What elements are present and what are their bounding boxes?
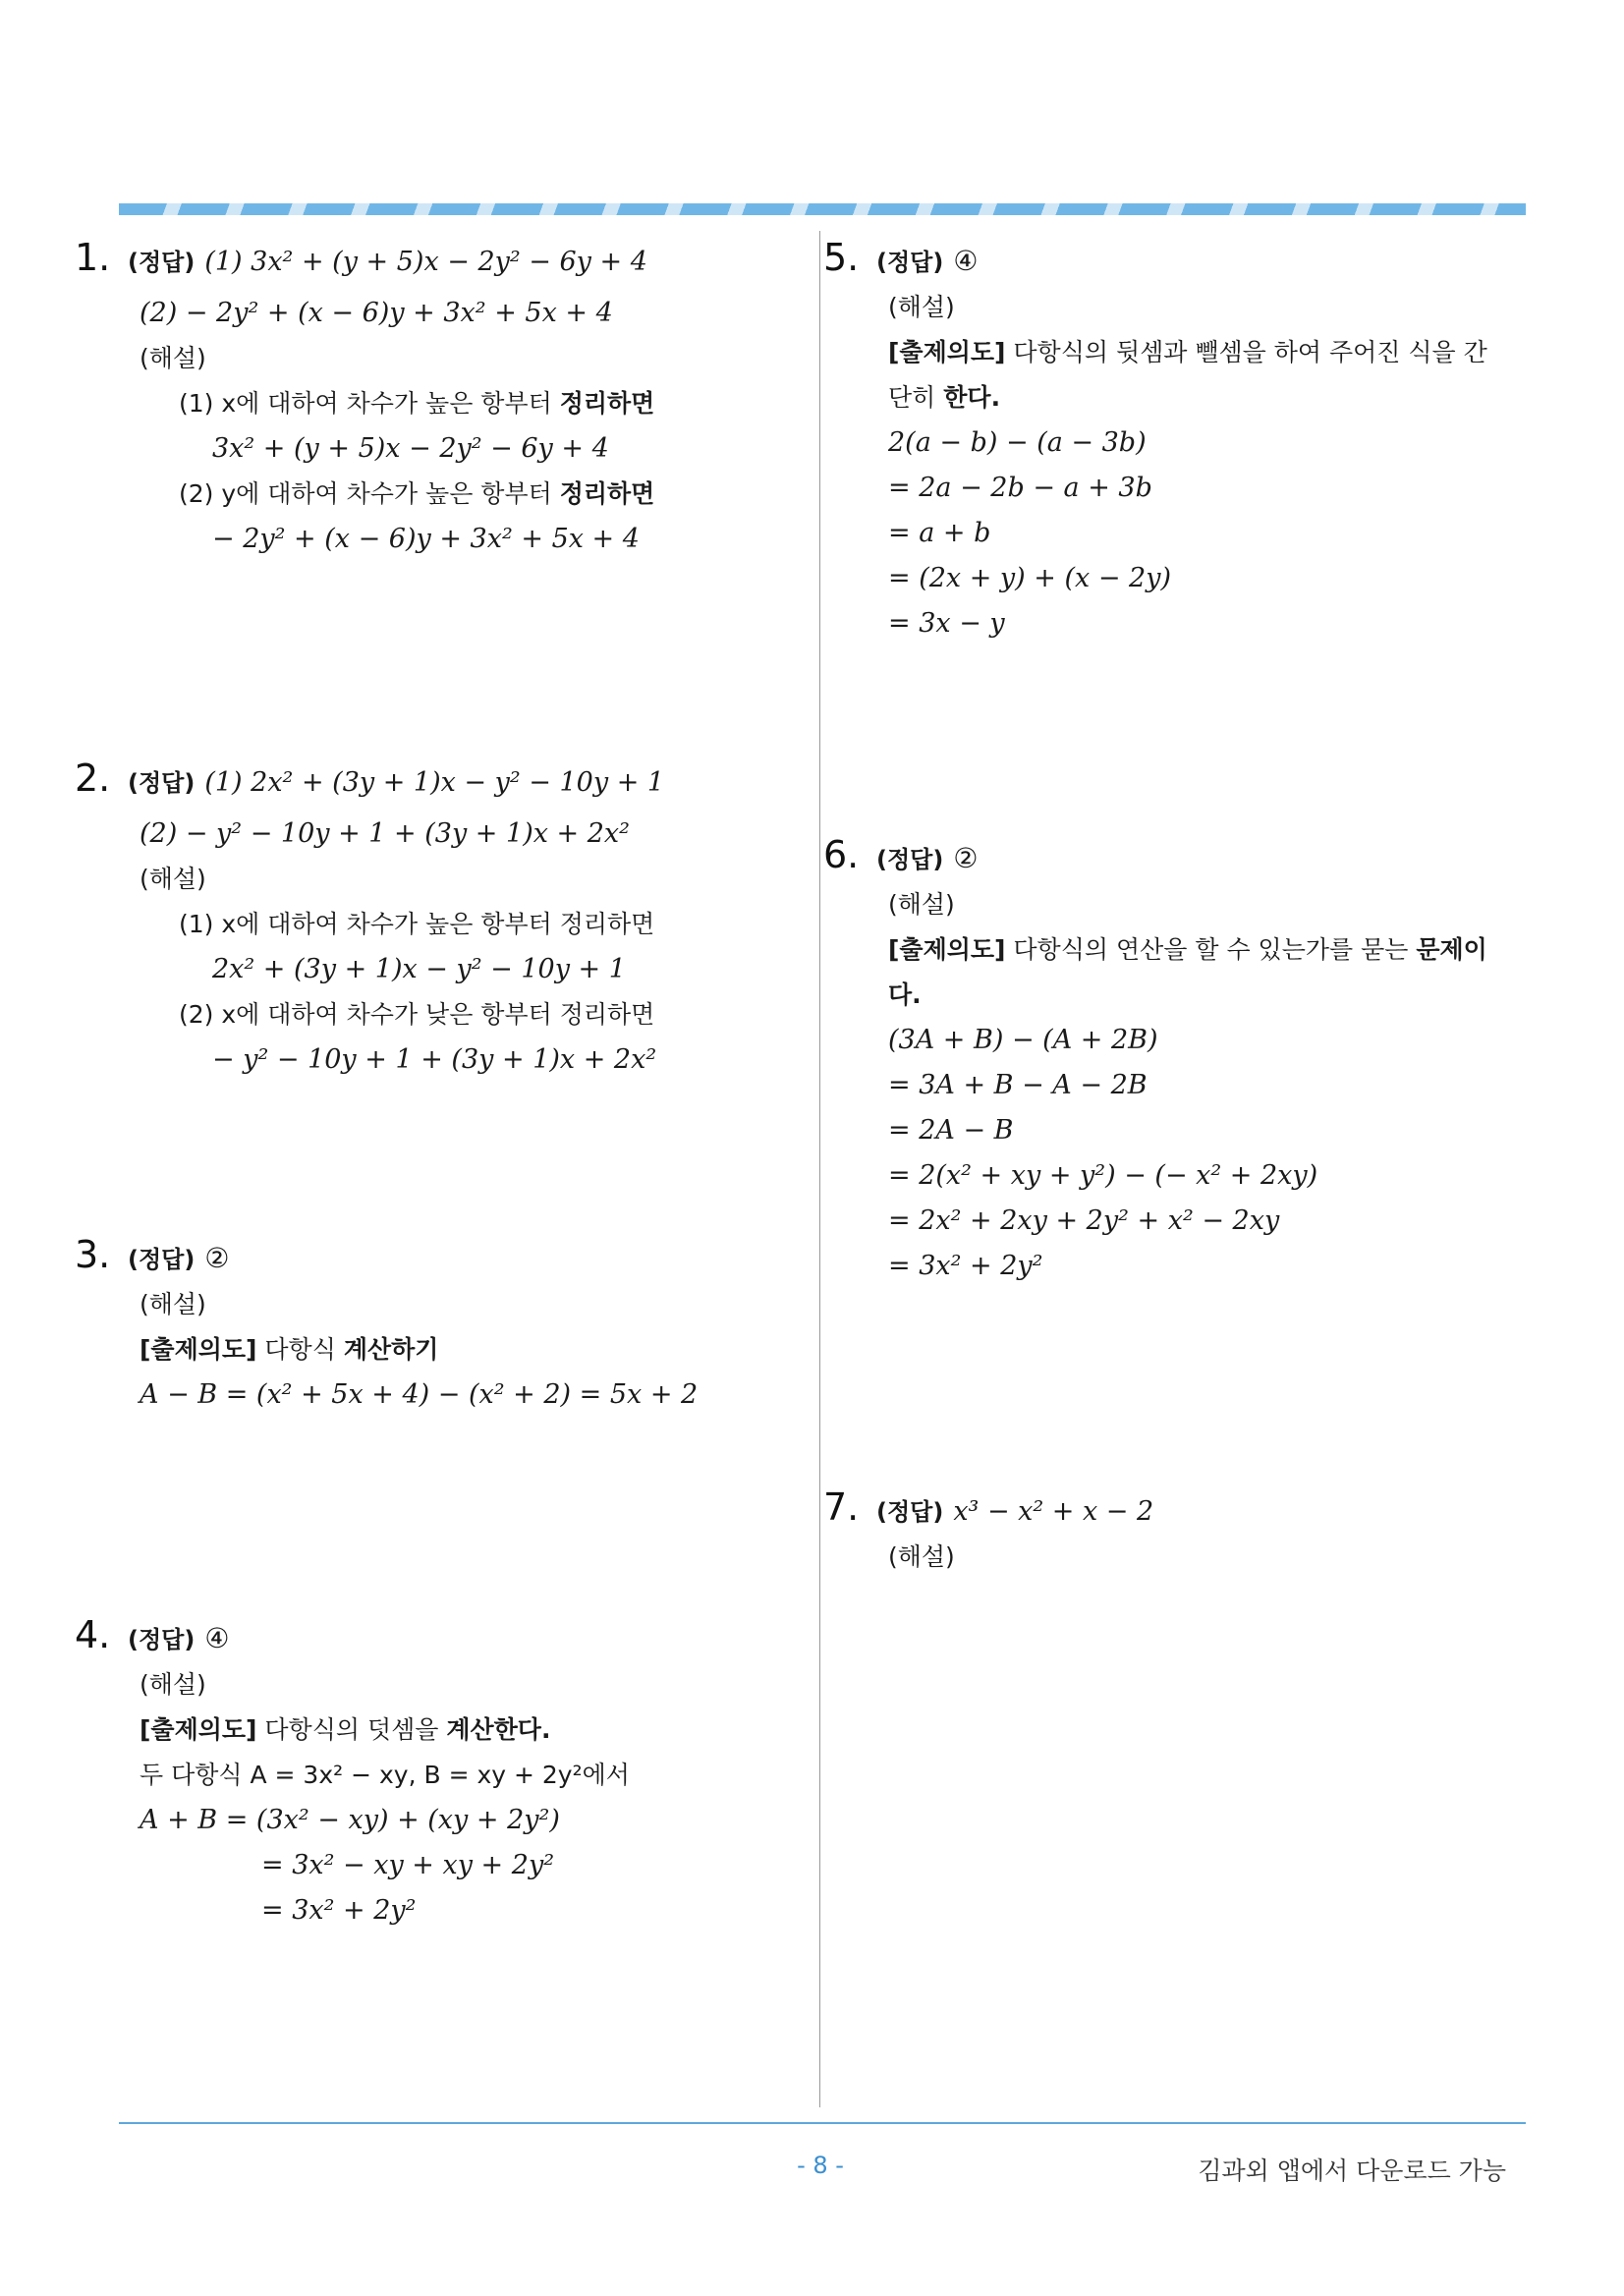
math-line: A − B = (x² + 5x + 4) − (x² + 2) = 5x + 2 (140, 1379, 699, 1410)
intent-line (75, 1327, 762, 1372)
intent-text: 다항식의 덧셈을 (264, 1715, 439, 1744)
explanation-line (75, 381, 762, 426)
math-line: = 2x² + 2xy + 2y² + x² − 2xy (888, 1205, 1280, 1236)
math-line: 3x² + (y + 5)x − 2y² − 6y + 4 (212, 433, 609, 464)
explanation-line (75, 472, 762, 517)
answer-label: (정답) (128, 769, 196, 797)
footer-note: 김과외 앱에서 다운로드 가능 (1198, 2156, 1506, 2185)
math-line: = 3x² + 2y² (888, 1251, 1043, 1281)
intent-label: [출제의도] (140, 1335, 257, 1364)
answer-value: (1) 3x² + (y + 5)x − 2y² − 6y + 4 (204, 247, 647, 277)
header-stripe (119, 203, 1526, 215)
explanation-label: (해설) (140, 1670, 206, 1699)
question-1 (75, 236, 762, 562)
intent-label: [출제의도] (888, 338, 1006, 366)
math-line: = 3A + B − A − 2B (888, 1070, 1148, 1100)
intent-line (75, 1708, 762, 1753)
answer-value: (2) − y² − 10y + 1 + (3y + 1)x + 2x² (140, 818, 630, 849)
question-number: 7. (823, 1485, 860, 1529)
explanation-emphasis: 정리하면 (559, 479, 655, 508)
math-line: = 2a − 2b − a + 3b (888, 473, 1152, 503)
math-line: = a + b (888, 518, 991, 548)
explanation-text: (2) y에 대하여 차수가 높은 항부터 (179, 479, 552, 508)
question-7 (823, 1485, 1531, 1580)
answer-label: (정답) (128, 1626, 196, 1653)
question-number: 6. (823, 833, 860, 876)
answer-label: (정답) (876, 1498, 944, 1526)
math-line: = 2(x² + xy + y²) − (− x² + 2xy) (888, 1160, 1318, 1191)
intent-text: 다항식의 연산을 할 수 있는가를 묻는 (1013, 935, 1409, 964)
math-line: = 3x² − xy + xy + 2y² (261, 1850, 555, 1880)
math-line: 두 다항식 A = 3x² − xy, B = xy + 2y²에서 (140, 1761, 630, 1789)
explanation-emphasis: 정리하면 (559, 389, 655, 418)
answer-value: x³ − x² + x − 2 (953, 1496, 1154, 1527)
answer-label: (정답) (876, 249, 944, 276)
math-line: (3A + B) − (A + 2B) (888, 1025, 1158, 1055)
intent-emphasis: 한다. (943, 383, 1001, 412)
intent-emphasis: 문제이다. (888, 935, 1487, 1009)
question-3 (75, 1233, 762, 1418)
intent-emphasis: 계산한다. (446, 1715, 551, 1744)
intent-line (823, 927, 1497, 1018)
answer-value: (1) 2x² + (3y + 1)x − y² − 10y + 1 (204, 767, 665, 798)
question-2 (75, 756, 762, 1083)
explanation-line: (1) x에 대하여 차수가 높은 항부터 정리하면 (179, 910, 655, 938)
explanation-label: (해설) (888, 293, 955, 321)
footer-rule (119, 2122, 1526, 2124)
explanation-label: (해설) (888, 1542, 955, 1571)
math-line: − y² − 10y + 1 + (3y + 1)x + 2x² (212, 1044, 657, 1075)
intent-label: [출제의도] (888, 935, 1006, 964)
answer-label: (정답) (128, 249, 196, 276)
question-number: 2. (75, 756, 111, 800)
question-4 (75, 1613, 762, 1933)
explanation-text: (1) x에 대하여 차수가 높은 항부터 (179, 389, 552, 418)
intent-text: 다항식의 뒷셈과 뺄셈을 하여 주어진 식을 간단히 (888, 338, 1487, 412)
question-6 (823, 833, 1531, 1289)
answer-value: (2) − 2y² + (x − 6)y + 3x² + 5x + 4 (140, 298, 613, 328)
math-line: = 2A − B (888, 1115, 1014, 1146)
page-number: - 8 - (797, 2152, 844, 2179)
math-line: = (2x + y) + (x − 2y) (888, 563, 1172, 593)
explanation-label: (해설) (140, 865, 206, 893)
answer-value: ④ (953, 245, 979, 277)
explanation-label: (해설) (888, 890, 955, 919)
question-number: 1. (75, 236, 111, 279)
explanation-label: (해설) (140, 344, 206, 372)
explanation-line: (2) x에 대하여 차수가 낮은 항부터 정리하면 (179, 1000, 655, 1029)
explanation-label: (해설) (140, 1290, 206, 1318)
column-divider (819, 231, 820, 2107)
intent-text: 다항식 (264, 1335, 336, 1364)
math-line: = 3x − y (888, 608, 1005, 639)
answer-label: (정답) (876, 846, 944, 873)
math-line: − 2y² + (x − 6)y + 3x² + 5x + 4 (212, 524, 640, 554)
question-number: 5. (823, 236, 860, 279)
question-number: 3. (75, 1233, 111, 1276)
math-line: A + B = (3x² − xy) + (xy + 2y²) (140, 1805, 560, 1835)
math-line: 2(a − b) − (a − 3b) (888, 427, 1147, 458)
intent-label: [출제의도] (140, 1715, 257, 1744)
answer-value: ② (204, 1242, 230, 1274)
answer-value: ② (953, 842, 979, 874)
question-number: 4. (75, 1613, 111, 1656)
intent-emphasis: 계산하기 (343, 1335, 439, 1364)
math-line: 2x² + (3y + 1)x − y² − 10y + 1 (212, 954, 626, 984)
math-line: = 3x² + 2y² (261, 1895, 417, 1926)
answer-label: (정답) (128, 1246, 196, 1273)
intent-line (823, 330, 1497, 420)
answer-value: ④ (204, 1622, 230, 1654)
question-5 (823, 236, 1531, 646)
